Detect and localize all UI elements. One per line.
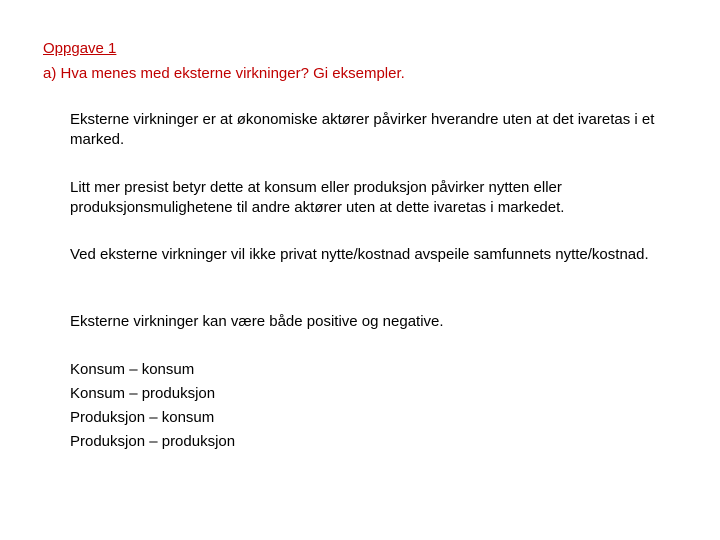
list-item: Konsum – konsum xyxy=(70,361,195,378)
list-item: Produksjon – konsum xyxy=(70,409,215,426)
answer-paragraph-private-vs-social: Ved eksterne virkninger vil ikke privat nytte/kostnad avspeile samfunnets nytte/kostnad. xyxy=(70,246,649,263)
answer-paragraph-precise: Litt mer presist betyr dette at konsum eller produksjon påvirker nytten eller produksjonsmulighetene til andre aktører uten at dette ivaretas i markedet. xyxy=(70,179,565,216)
answer-paragraph-definition: Eksterne virkninger er at økonomiske aktører påvirker hverandre uten at det ivaretas i et marked. xyxy=(70,111,655,148)
list-item: Konsum – produksjon xyxy=(70,385,216,402)
list-item: Produksjon – produksjon xyxy=(70,433,236,450)
answer-paragraph-positive-negative: Eksterne virkninger kan være både positive og negative. xyxy=(70,313,444,330)
examples-list xyxy=(70,358,235,454)
task-title: Oppgave 1 xyxy=(43,40,117,57)
task-question: a) Hva menes med eksterne virkninger? Gi eksempler. xyxy=(43,65,405,82)
